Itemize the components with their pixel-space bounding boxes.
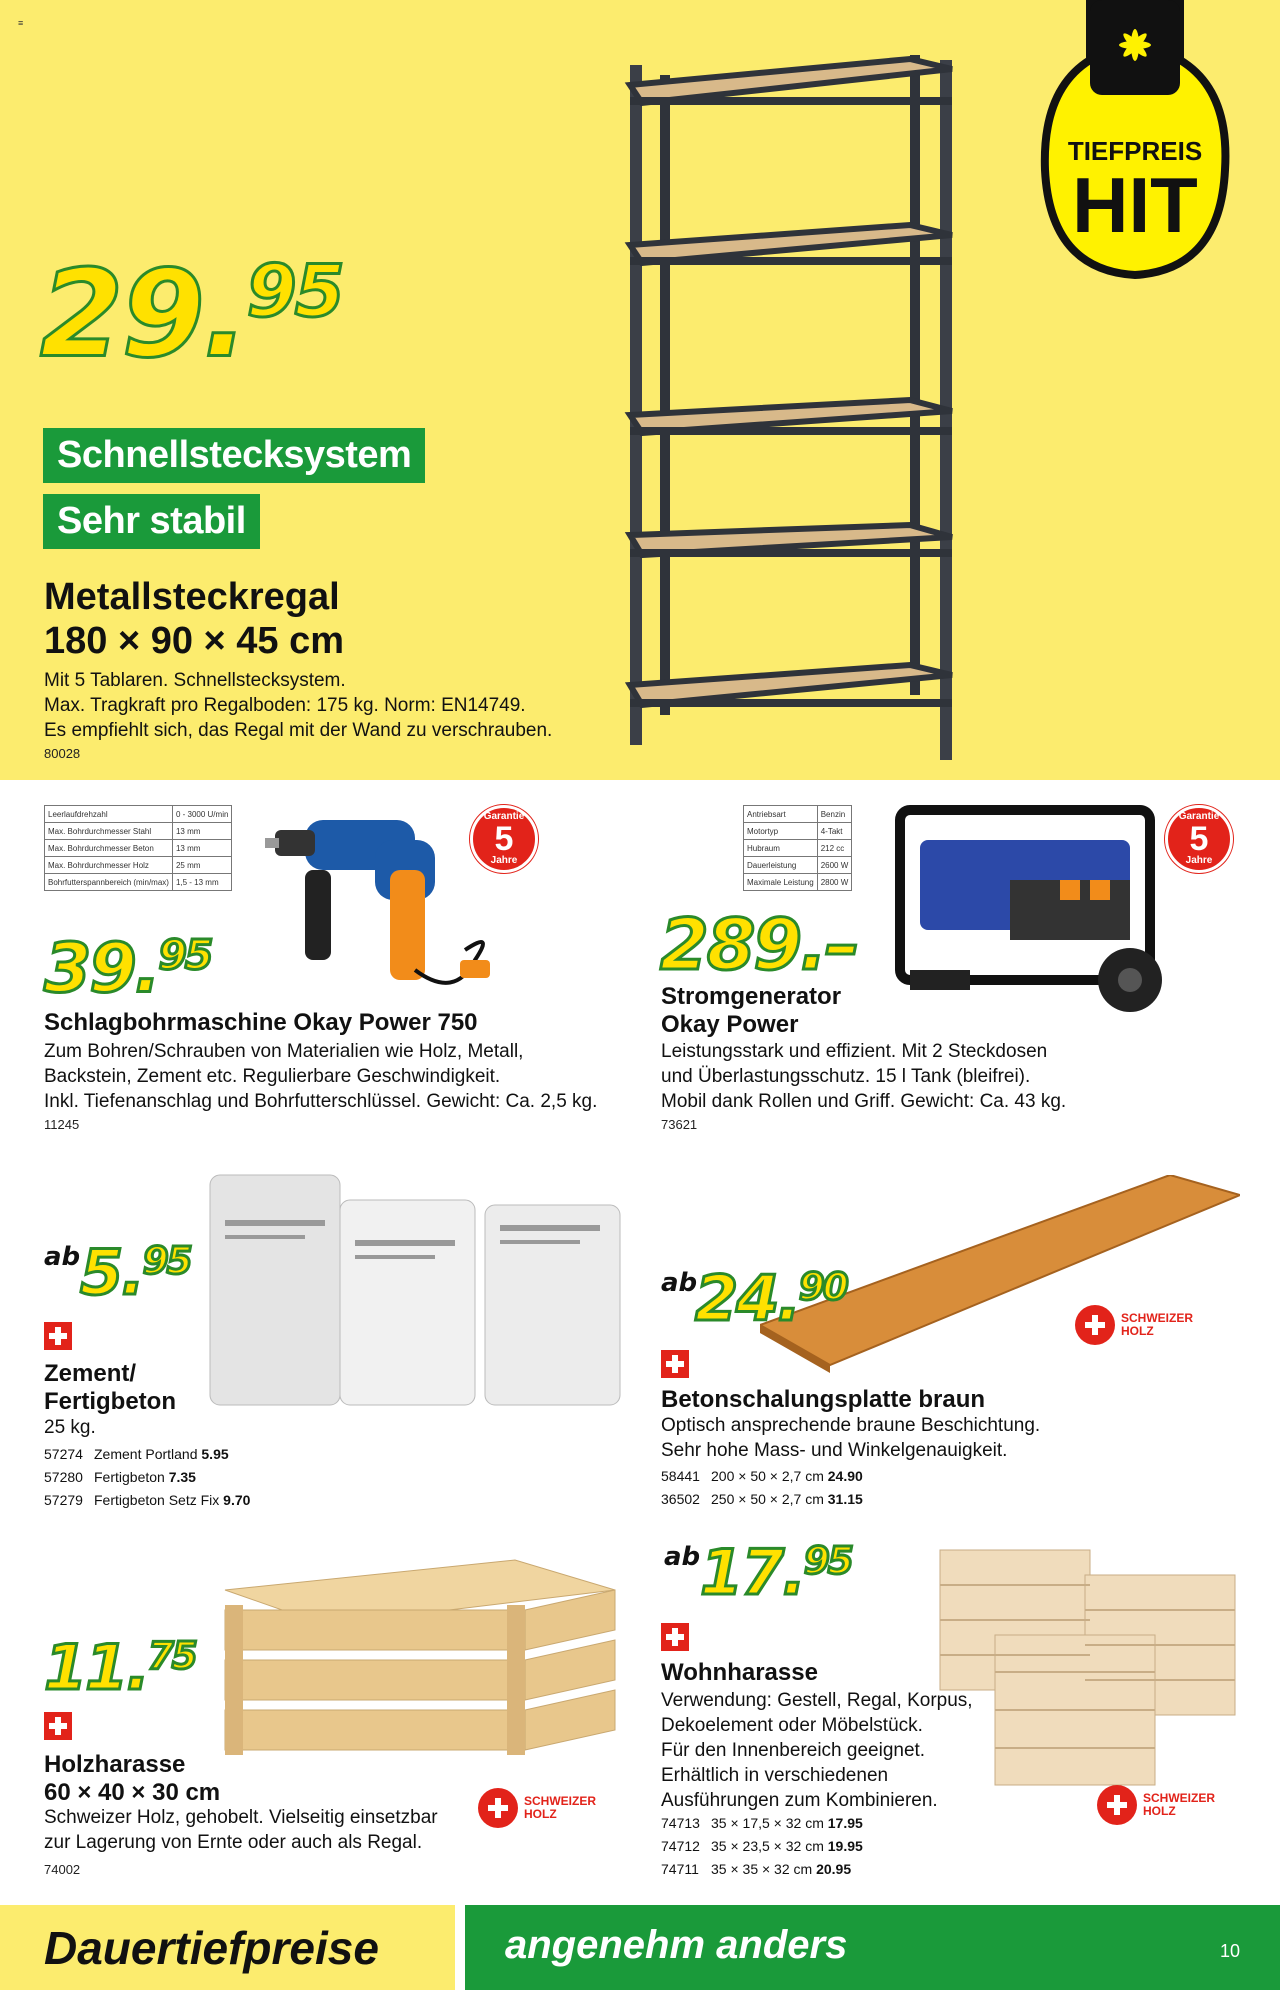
variant-row bbox=[661, 1858, 863, 1881]
variant-size: 35 × 17,5 × 32 cm bbox=[711, 1815, 824, 1831]
footer-slogan-bar bbox=[465, 1905, 1280, 1990]
variant-art: 58441 bbox=[661, 1468, 700, 1484]
price-cents: 95 bbox=[158, 931, 212, 979]
spec-key: Max. Bohrdurchmesser Holz bbox=[45, 857, 173, 874]
tag-schnellstecksystem: Schnellstecksystem bbox=[43, 428, 425, 483]
drill-price bbox=[44, 929, 212, 1009]
drill-spec-table bbox=[44, 805, 232, 891]
swiss-flag-icon bbox=[661, 1350, 689, 1378]
menu-icon[interactable]: ≡ bbox=[18, 18, 24, 28]
guarantee-label: Garantie bbox=[483, 811, 525, 822]
schweizer-holz-logo bbox=[478, 1788, 596, 1828]
variant-row bbox=[44, 1443, 250, 1466]
variant-art: 74711 bbox=[661, 1861, 699, 1877]
wohn-title: Wohnharasse bbox=[661, 1659, 818, 1686]
generator-title bbox=[661, 983, 841, 1038]
spec-value: Benzin bbox=[817, 806, 852, 823]
swiss-flag-icon bbox=[661, 1623, 689, 1651]
variant-row bbox=[661, 1812, 863, 1835]
page-number: 10 bbox=[1219, 1941, 1240, 1961]
guarantee-years: 5 bbox=[494, 820, 514, 858]
wohn-description bbox=[661, 1688, 973, 1813]
tag-sehr-stabil: Sehr stabil bbox=[43, 494, 260, 549]
spec-value: 13 mm bbox=[172, 823, 231, 840]
guarantee-unit: Jahre bbox=[1185, 855, 1213, 866]
board-description bbox=[661, 1413, 1040, 1463]
desc-line: Schweizer Holz, gehobelt. Vielseitig einsetzbar bbox=[44, 1807, 438, 1828]
generator-spec-table bbox=[743, 805, 852, 891]
drill-article-number: 11245 bbox=[44, 1117, 80, 1132]
crate-description bbox=[44, 1805, 438, 1855]
price-main: 39. bbox=[44, 929, 159, 1009]
spec-row bbox=[744, 823, 852, 840]
wohn-variants bbox=[661, 1812, 863, 1881]
variant-size: 250 × 50 × 2,7 cm bbox=[711, 1491, 824, 1507]
spec-key: Dauerleistung bbox=[744, 857, 818, 874]
footer-left-text: Dauertiefpreise bbox=[44, 1922, 379, 1974]
variant-art: 74713 bbox=[661, 1815, 700, 1831]
logo-line: SCHWEIZER bbox=[524, 1794, 596, 1808]
variant-price: 17.95 bbox=[827, 1815, 863, 1831]
title-line: Zement/ bbox=[44, 1360, 137, 1387]
variant-row bbox=[44, 1466, 250, 1489]
spec-row bbox=[45, 857, 232, 874]
drill-description bbox=[44, 1039, 597, 1114]
swiss-flag-icon bbox=[44, 1712, 72, 1740]
variant-price: 7.35 bbox=[168, 1469, 196, 1485]
desc-line: und Überlastungsschutz. 15 l Tank (bleifrei). bbox=[661, 1066, 1031, 1087]
spec-key: Max. Bohrdurchmesser Beton bbox=[45, 840, 173, 857]
price-cents: 95 bbox=[803, 1538, 852, 1583]
variant-size: 35 × 23,5 × 32 cm bbox=[711, 1838, 824, 1854]
price-main: 11. bbox=[44, 1631, 148, 1704]
variant-price: 19.95 bbox=[827, 1838, 863, 1854]
title-line: Stromgenerator bbox=[661, 983, 842, 1010]
wohn-ab-label: ab bbox=[664, 1542, 701, 1572]
guarantee-years: 5 bbox=[1189, 820, 1209, 858]
tiefpreis-hit-badge bbox=[1030, 0, 1230, 300]
variant-art: 74712 bbox=[661, 1838, 700, 1854]
spec-row bbox=[744, 806, 852, 823]
shelf-image bbox=[620, 55, 980, 765]
hero-article-number: 80028 bbox=[44, 746, 81, 761]
logo-line: HOLZ bbox=[1143, 1804, 1176, 1818]
desc-line: Optisch ansprechende braune Beschichtung. bbox=[661, 1415, 1041, 1436]
cement-variants bbox=[44, 1443, 250, 1512]
spec-key: Leerlaufdrehzahl bbox=[45, 806, 173, 823]
spec-value: 13 mm bbox=[172, 840, 231, 857]
board-ab-label: ab bbox=[661, 1268, 698, 1298]
swiss-flag-icon bbox=[44, 1322, 72, 1350]
variant-name: Zement Portland bbox=[94, 1446, 198, 1462]
guarantee-unit: Jahre bbox=[490, 855, 518, 866]
wohnharasse-image bbox=[935, 1545, 1240, 1790]
price-main: 5. bbox=[80, 1236, 143, 1309]
variant-price: 24.90 bbox=[827, 1468, 863, 1484]
variant-row bbox=[661, 1835, 863, 1858]
desc-line: Verwendung: Gestell, Regal, Korpus, bbox=[661, 1690, 973, 1711]
logo-line: SCHWEIZER bbox=[1121, 1311, 1193, 1325]
board-variants bbox=[661, 1465, 863, 1511]
variant-price: 31.15 bbox=[827, 1491, 863, 1507]
price-cents: 95 bbox=[142, 1238, 191, 1283]
cement-title bbox=[44, 1360, 176, 1415]
variant-row bbox=[44, 1489, 250, 1512]
logo-line: HOLZ bbox=[524, 1807, 557, 1821]
hero-description bbox=[44, 668, 552, 743]
spec-row bbox=[744, 857, 852, 874]
schweizer-holz-logo bbox=[1097, 1785, 1215, 1825]
cement-bags-image bbox=[200, 1170, 630, 1410]
hero-price-cents: 95 bbox=[246, 249, 343, 333]
desc-line: Mobil dank Rollen und Griff. Gewicht: Ca. 43 kg. bbox=[661, 1091, 1067, 1112]
spec-row bbox=[45, 874, 232, 891]
crate-article-number: 74002 bbox=[44, 1862, 81, 1877]
desc-line: Backstein, Zement etc. Regulierbare Geschwindigkeit. bbox=[44, 1066, 501, 1087]
desc-line: Dekoelement oder Möbelstück. bbox=[661, 1715, 923, 1736]
hero-desc-line: Mit 5 Tablaren. Schnellstecksystem. bbox=[44, 670, 346, 691]
desc-line: Zum Bohren/Schrauben von Materialien wie Holz, Metall, bbox=[44, 1041, 524, 1062]
hero-price bbox=[40, 245, 343, 385]
spec-value: 25 mm bbox=[172, 857, 231, 874]
hero-title-dimensions: 180 × 90 × 45 cm bbox=[44, 619, 345, 662]
generator-article-number: 73621 bbox=[661, 1117, 698, 1132]
generator-guarantee-badge bbox=[1165, 805, 1233, 873]
desc-line: Ausführungen zum Kombinieren. bbox=[661, 1790, 938, 1811]
title-line: 60 × 40 × 30 cm bbox=[44, 1778, 221, 1806]
price-cents: 90 bbox=[798, 1264, 847, 1309]
schweizer-holz-icon bbox=[478, 1788, 518, 1828]
variant-price: 9.70 bbox=[223, 1492, 251, 1508]
spec-row bbox=[744, 874, 852, 891]
title-line: Okay Power bbox=[661, 1010, 799, 1038]
board-title: Betonschalungsplatte braun bbox=[661, 1386, 986, 1413]
schweizer-holz-logo bbox=[1075, 1305, 1193, 1345]
spec-value: 2600 W bbox=[817, 857, 852, 874]
spec-row bbox=[744, 840, 852, 857]
price-main: 17. bbox=[700, 1536, 804, 1609]
logo-line: HOLZ bbox=[1121, 1324, 1154, 1338]
hero-desc-line: Max. Tragkraft pro Regalboden: 175 kg. Norm: EN14749. bbox=[44, 695, 526, 716]
crate-image bbox=[215, 1550, 625, 1770]
title-line: Holzharasse bbox=[44, 1751, 186, 1778]
badge-hit-text: HIT bbox=[1072, 161, 1198, 249]
logo-text bbox=[1121, 1312, 1193, 1338]
crate-price bbox=[44, 1631, 196, 1704]
schweizer-holz-icon bbox=[1097, 1785, 1137, 1825]
guarantee-label: Garantie bbox=[1178, 811, 1220, 822]
hero-section bbox=[0, 0, 1280, 780]
variant-art: 57280 bbox=[44, 1469, 83, 1485]
variant-price: 20.95 bbox=[816, 1861, 852, 1877]
variant-row bbox=[661, 1488, 863, 1511]
spec-key: Antriebsart bbox=[744, 806, 818, 823]
spec-value: 4-Takt bbox=[817, 823, 852, 840]
desc-line: Für den Innenbereich geeignet. bbox=[661, 1740, 926, 1761]
logo-line: SCHWEIZER bbox=[1143, 1791, 1215, 1805]
hero-price-main: 29. bbox=[40, 245, 247, 385]
footer-dauertiefpreise bbox=[0, 1905, 455, 1990]
variant-art: 57274 bbox=[44, 1446, 83, 1462]
spec-value: 212 cc bbox=[817, 840, 852, 857]
variant-art: 36502 bbox=[661, 1491, 700, 1507]
logo-text bbox=[1143, 1792, 1215, 1818]
variant-name: Fertigbeton Setz Fix bbox=[94, 1492, 220, 1508]
cement-price bbox=[80, 1236, 191, 1309]
board-price bbox=[695, 1262, 847, 1335]
desc-line: Inkl. Tiefenanschlag und Bohrfutterschlüssel. Gewicht: Ca. 2,5 kg. bbox=[44, 1091, 598, 1112]
crate-title bbox=[44, 1751, 220, 1806]
hero-title-line1: Metallsteckregal bbox=[44, 576, 340, 618]
spec-value: 2800 W bbox=[817, 874, 852, 891]
logo-text bbox=[524, 1795, 596, 1821]
spec-value: 0 - 3000 U/min bbox=[172, 806, 231, 823]
spec-row bbox=[45, 840, 232, 857]
variant-price: 5.95 bbox=[201, 1446, 229, 1462]
cement-ab-label: ab bbox=[44, 1242, 81, 1272]
spec-key: Bohrfutterspannbereich (min/max) bbox=[45, 874, 173, 891]
schweizer-holz-icon bbox=[1075, 1305, 1115, 1345]
variant-size: 200 × 50 × 2,7 cm bbox=[711, 1468, 824, 1484]
variant-size: 35 × 35 × 32 cm bbox=[711, 1861, 813, 1877]
price-cents: 75 bbox=[147, 1633, 196, 1678]
desc-line: Leistungsstark und effizient. Mit 2 Steckdosen bbox=[661, 1041, 1048, 1062]
spec-key: Max. Bohrdurchmesser Stahl bbox=[45, 823, 173, 840]
spec-row bbox=[45, 823, 232, 840]
desc-line: Sehr hohe Mass- und Winkelgenauigkeit. bbox=[661, 1440, 1008, 1461]
spec-key: Motortyp bbox=[744, 823, 818, 840]
variant-art: 57279 bbox=[44, 1492, 83, 1508]
footer-slogan: angenehm anders bbox=[505, 1923, 848, 1967]
desc-line: zur Lagerung von Ernte oder auch als Regal. bbox=[44, 1832, 423, 1853]
wohn-price bbox=[700, 1536, 852, 1609]
variant-row bbox=[661, 1465, 863, 1488]
title-line: Fertigbeton bbox=[44, 1387, 176, 1415]
generator-price: 289.– bbox=[660, 904, 858, 986]
badge-tiefpreis-text: TIEFPREIS bbox=[1067, 136, 1203, 166]
generator-image bbox=[890, 800, 1200, 1020]
spec-key: Hubraum bbox=[744, 840, 818, 857]
desc-line: Erhältlich in verschiedenen bbox=[661, 1765, 889, 1786]
spec-key: Maximale Leistung bbox=[744, 874, 818, 891]
drill-guarantee-badge bbox=[470, 805, 538, 873]
cement-description: 25 kg. bbox=[44, 1417, 96, 1438]
drill-title: Schlagbohrmaschine Okay Power 750 bbox=[44, 1009, 478, 1036]
spec-value: 1,5 - 13 mm bbox=[172, 874, 231, 891]
variant-name: Fertigbeton bbox=[94, 1469, 165, 1485]
hero-title bbox=[44, 576, 344, 663]
price-main: 24. bbox=[695, 1262, 799, 1335]
generator-description bbox=[661, 1039, 1066, 1114]
spec-row bbox=[45, 806, 232, 823]
hero-desc-line: Es empfiehlt sich, das Regal mit der Wand zu verschrauben. bbox=[44, 720, 553, 741]
